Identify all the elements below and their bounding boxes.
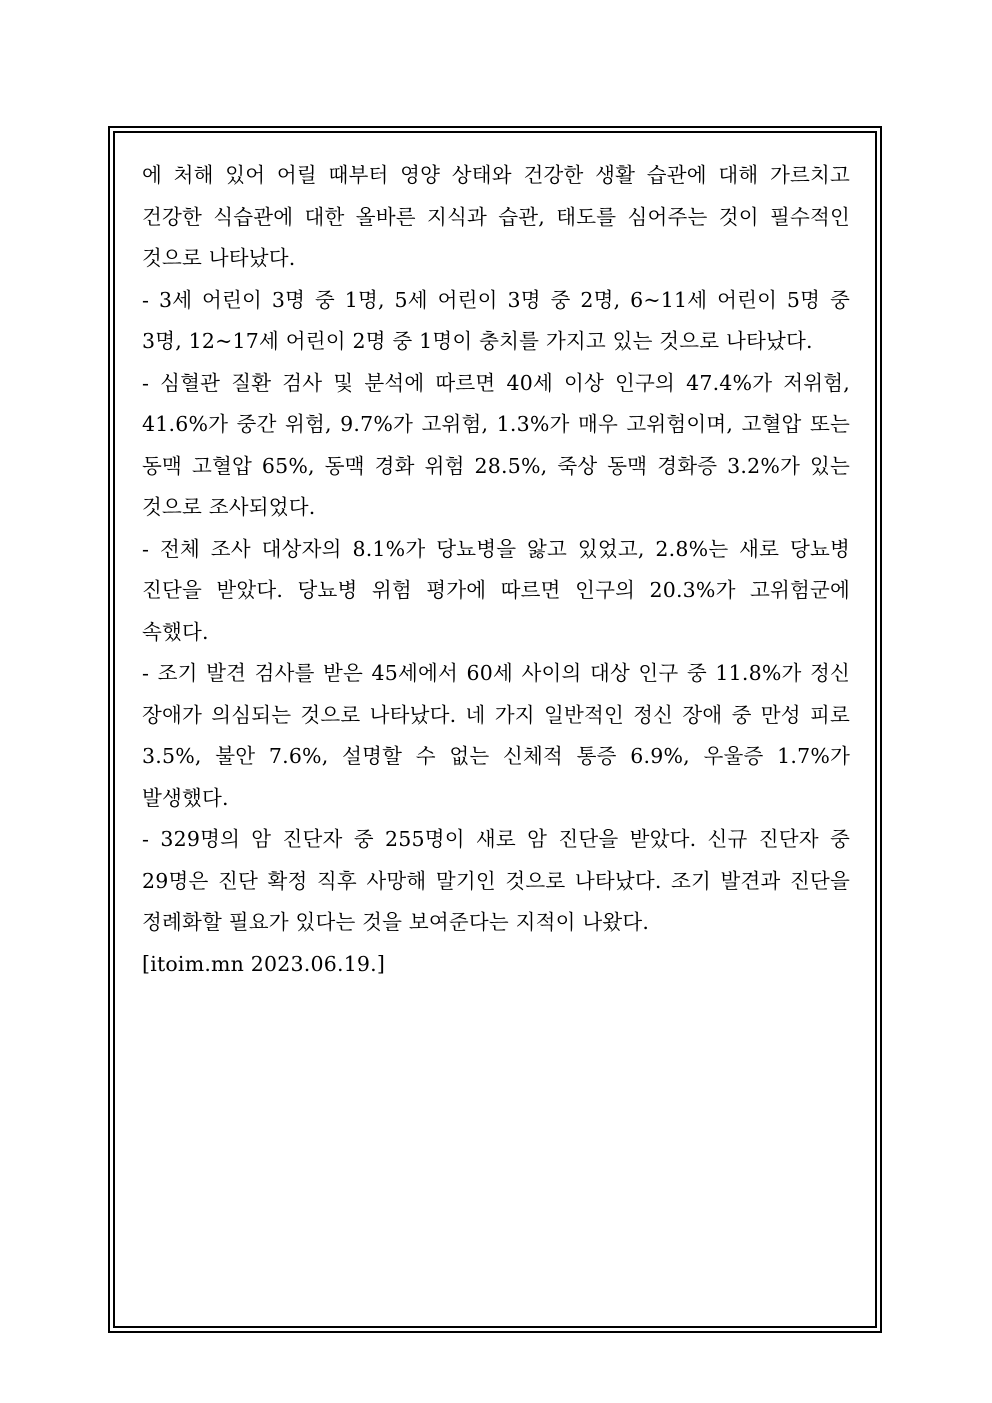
paragraph-mental-health: - 조기 발견 검사를 받은 45세에서 60세 사이의 대상 인구 중 11.8%가 정신 장애가 의심되는 것으로 나타났다. 네 가지 일반적인 정신 장애 중 만성 피로 3.5%, 불안 7.6%, 설명할 수 없는 신체적 통증 6.9%, 우울증 1.7%가 발생했다.	[142, 661, 850, 810]
paragraph-cancer: - 329명의 암 진단자 중 255명이 새로 암 진단을 받았다. 신규 진단자 중 29명은 진단 확정 직후 사망해 말기인 것으로 나타났다. 조기 발견과 진단을 정례화할 필요가 있다는 것을 보여준다는 지적이 나왔다.	[142, 827, 850, 934]
source-citation: [itoim.mn 2023.06.19.]	[142, 951, 386, 976]
paragraph-cardiovascular: - 심혈관 질환 검사 및 분석에 따르면 40세 이상 인구의 47.4%가 저위험, 41.6%가 중간 위험, 9.7%가 고위험, 1.3%가 매우 고위험이며, 고혈압 또는 동맥 고혈압 65%, 동맥 경화 위험 28.5%, 죽상 동맥 경화증 3.2%가 있는 것으로 조사되었다.	[142, 370, 850, 519]
paragraph-intro: 에 처해 있어 어릴 때부터 영양 상태와 건강한 생활 습관에 대해 가르치고 건강한 식습관에 대한 올바른 지식과 습관, 태도를 심어주는 것이 필수적인 것으로 나타났다.	[142, 163, 850, 270]
paragraph-diabetes: - 전체 조사 대상자의 8.1%가 당뇨병을 앓고 있었고, 2.8%는 새로 당뇨병 진단을 받았다. 당뇨병 위험 평가에 따르면 인구의 20.3%가 고위험군에 속했다.	[142, 536, 850, 644]
document-body	[142, 155, 850, 985]
paragraph-dental-caries: - 3세 어린이 3명 중 1명, 5세 어린이 3명 중 2명, 6~11세 어린이 5명 중 3명, 12~17세 어린이 2명 중 1명이 충치를 가지고 있는 것으로 나타났다.	[142, 287, 850, 353]
